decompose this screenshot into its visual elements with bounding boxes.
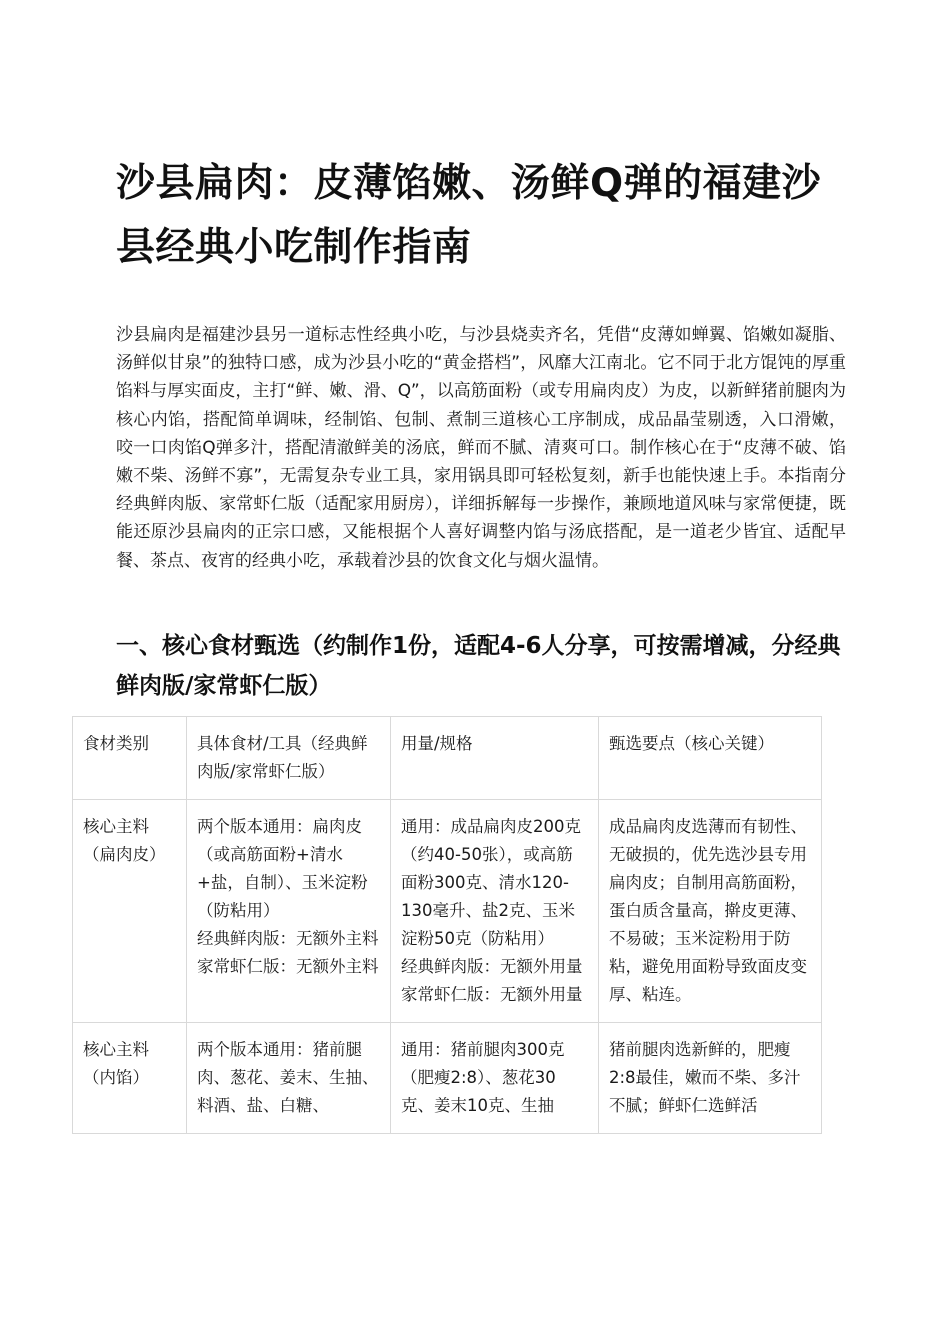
table-row	[73, 1023, 822, 1134]
cell-line: 通用：猪前腿肉300克（肥瘦2:8）、葱花30克、姜末10克、生抽	[401, 1040, 565, 1115]
cell-line: 家常虾仁版：无额外主料	[197, 957, 379, 976]
table-cell-tips	[599, 1023, 822, 1134]
cell-line: 两个版本通用：猪前腿肉、葱花、姜末、生抽、料酒、盐、白糖、	[197, 1040, 379, 1115]
table-row	[73, 800, 822, 1023]
table-cell-category: 核心主料（扁肉皮）	[73, 800, 187, 1023]
cell-line: 通用：成品扁肉皮200克（约40-50张），或高筋面粉300克、清水120-130毫升、盐2克、玉米淀粉50克（防粘用）	[401, 817, 581, 948]
table-header-cell: 具体食材/工具（经典鲜肉版/家常虾仁版）	[187, 717, 391, 800]
table-cell-items	[187, 800, 391, 1023]
table-header-row	[73, 717, 822, 800]
ingredients-table	[72, 716, 822, 1134]
table-cell-items	[187, 1023, 391, 1134]
intro-paragraph: 沙县扁肉是福建沙县另一道标志性经典小吃，与沙县烧卖齐名，凭借“皮薄如蝉翼、馅嫩如凝脂、汤鲜似甘泉”的独特口感，成为沙县小吃的“黄金搭档”，风靡大江南北。它不同于北方馄饨的厚重馅料与厚实面皮，主打“鲜、嫩、滑、Q”，以高筋面粉（或专用扁肉皮）为皮，以新鲜猪前腿肉为核心内馅，搭配简单调味，经制馅、包制、煮制三道核心工序制成，成品晶莹剔透，入口滑嫩，咬一口肉馅Q弹多汁，搭配清澈鲜美的汤底，鲜而不腻、清爽可口。制作核心在于“皮薄不破、馅嫩不柴、汤鲜不寡”，无需复杂专业工具，家用锅具即可轻松复刻，新手也能快速上手。本指南分经典鲜肉版、家常虾仁版（适配家用厨房），详细拆解每一步操作，兼顾地道风味与家常便捷，既能还原沙县扁肉的正宗口感，又能根据个人喜好调整内馅与汤底搭配，是一道老少皆宜、适配早餐、茶点、夜宵的经典小吃，承载着沙县的饮食文化与烟火温情。	[116, 325, 846, 571]
table-cell-category: 核心主料（内馅）	[73, 1023, 187, 1134]
cell-line: 经典鲜肉版：无额外主料	[197, 929, 379, 948]
table-header-cell: 甄选要点（核心关键）	[599, 717, 822, 800]
cell-line: 家常虾仁版：无额外用量	[401, 985, 583, 1004]
table-cell-amounts	[391, 1023, 599, 1134]
cell-line: 猪前腿肉选新鲜的，肥瘦2:8最佳，嫩而不柴、多汁不腻；鲜虾仁选鲜活	[609, 1040, 801, 1115]
page-title: 沙县扁肉：皮薄馅嫩、汤鲜Q弹的福建沙县经典小吃制作指南	[116, 161, 822, 270]
table-cell-amounts	[391, 800, 599, 1023]
section-heading-ingredients: 一、核心食材甄选（约制作1份，适配4-6人分享，可按需增减，分经典鲜肉版/家常虾仁版）	[116, 633, 841, 699]
table-header-cell: 食材类别	[73, 717, 187, 800]
table-header-cell: 用量/规格	[391, 717, 599, 800]
cell-line: 经典鲜肉版：无额外用量	[401, 957, 583, 976]
cell-line: 两个版本通用：扁肉皮（或高筋面粉+清水+盐，自制）、玉米淀粉（防粘用）	[197, 817, 368, 920]
cell-line: 成品扁肉皮选薄而有韧性、无破损的，优先选沙县专用扁肉皮；自制用高筋面粉，蛋白质含量高，擀皮更薄、不易破；玉米淀粉用于防粘，避免用面粉导致面皮变厚、粘连。	[609, 817, 807, 1004]
table-cell-tips	[599, 800, 822, 1023]
ingredients-table-wrapper	[72, 716, 822, 1201]
